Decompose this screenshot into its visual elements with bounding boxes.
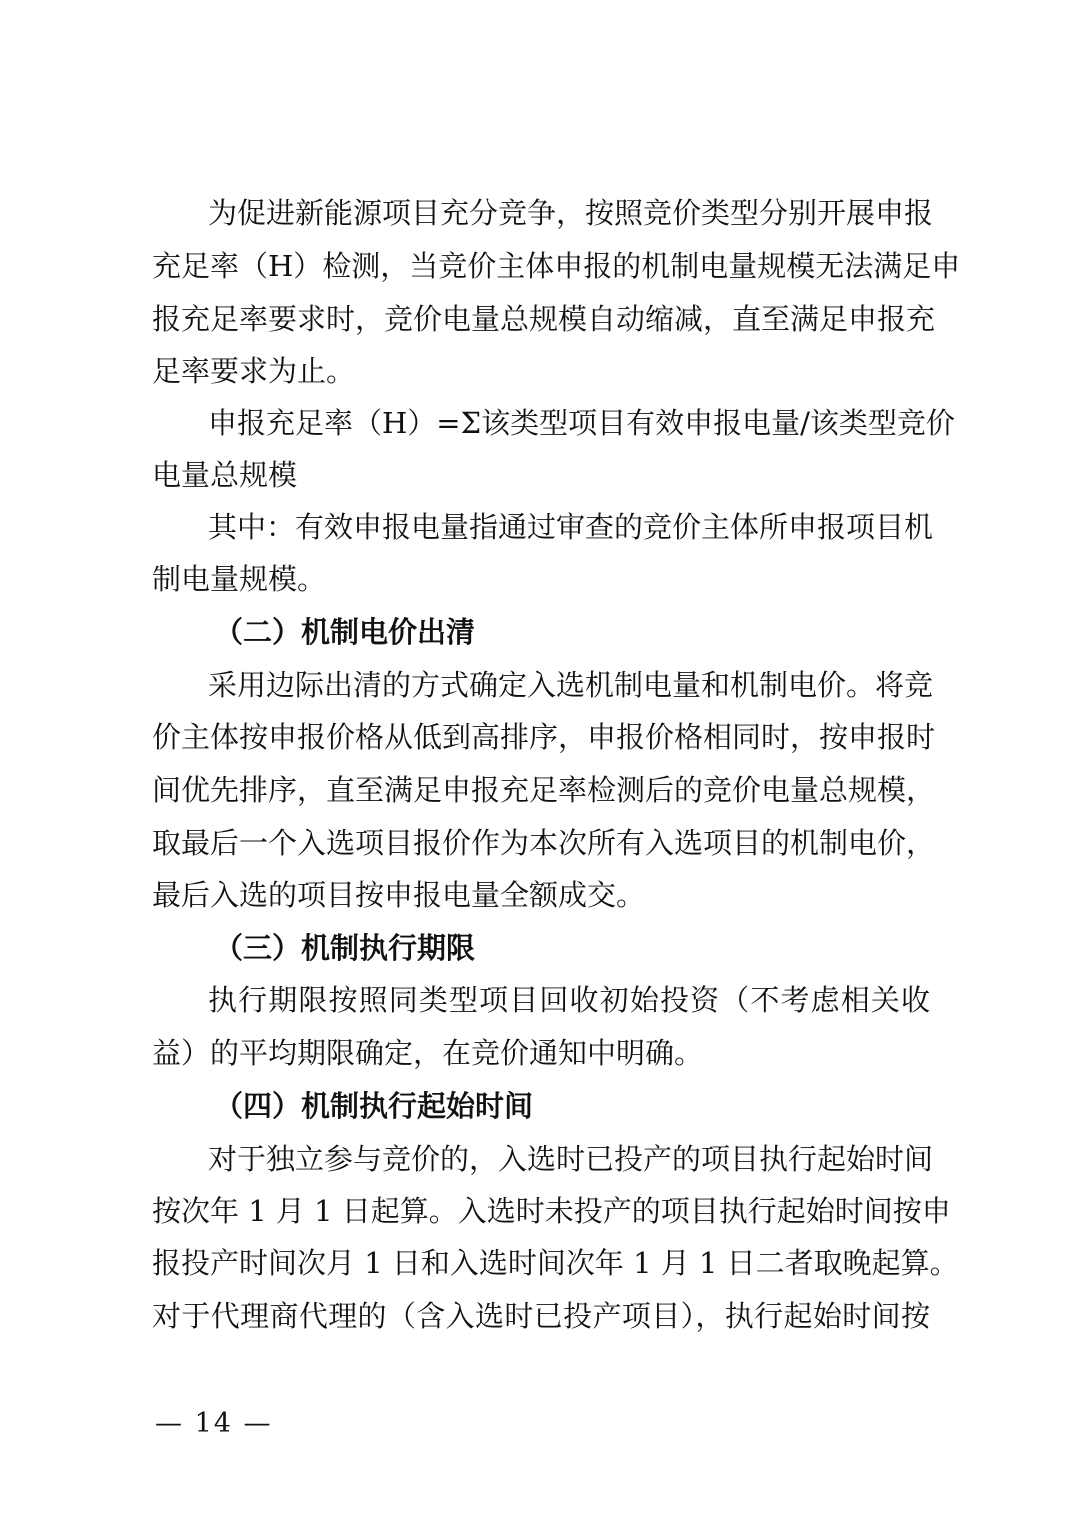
paragraph-line: 采用边际出清的方式确定入选机制电量和机制电价。将竞 [208, 668, 934, 702]
formula-line: 申报充足率（H）=Σ该类型项目有效申报电量/该类型竞价 [208, 406, 955, 440]
page-number: — 14 — [155, 1408, 273, 1439]
paragraph-line: 益）的平均期限确定，在竞价通知中明确。 [152, 1036, 704, 1070]
paragraph-line: 按次年 1 月 1 日起算。入选时未投产的项目执行起始时间按申 [152, 1194, 951, 1228]
paragraph-line: 执行期限按照同类型项目回收初始投资（不考虑相关收 [208, 983, 930, 1017]
paragraph-line: 报充足率要求时，竞价电量总规模自动缩减，直至满足申报充 [152, 302, 936, 336]
paragraph-line: 为促进新能源项目充分竞争，按照竞价类型分别开展申报 [208, 196, 934, 230]
paragraph-line: 其中：有效申报电量指通过审查的竞价主体所申报项目机 [208, 510, 934, 544]
paragraph-line: 取最后一个入选项目报价作为本次所有入选项目的机制电价， [152, 826, 936, 860]
paragraph-line: 制电量规模。 [152, 562, 327, 596]
paragraph-line: 报投产时间次月 1 日和入选时间次年 1 月 1 日二者取晚起算。 [152, 1246, 959, 1280]
paragraph-line: 足率要求为止。 [152, 354, 356, 388]
paragraph-line: 对于独立参与竞价的，入选时已投产的项目执行起始时间 [208, 1142, 934, 1176]
paragraph-line: 最后入选的项目按申报电量全额成交。 [152, 878, 646, 912]
paragraph-line: 价主体按申报价格从低到高排序，申报价格相同时，按申报时 [152, 720, 936, 754]
section-heading: （二）机制电价出清 [214, 615, 476, 649]
section-heading: （四）机制执行起始时间 [214, 1089, 534, 1123]
paragraph-line: 对于代理商代理的（含入选时已投产项目），执行起始时间按 [152, 1299, 930, 1333]
section-heading: （三）机制执行期限 [214, 931, 476, 965]
formula-line: 电量总规模 [152, 458, 298, 492]
paragraph-line: 间优先排序，直至满足申报充足率检测后的竞价电量总规模， [152, 773, 936, 807]
paragraph-line: 充足率（H）检测，当竞价主体申报的机制电量规模无法满足申 [152, 249, 961, 283]
